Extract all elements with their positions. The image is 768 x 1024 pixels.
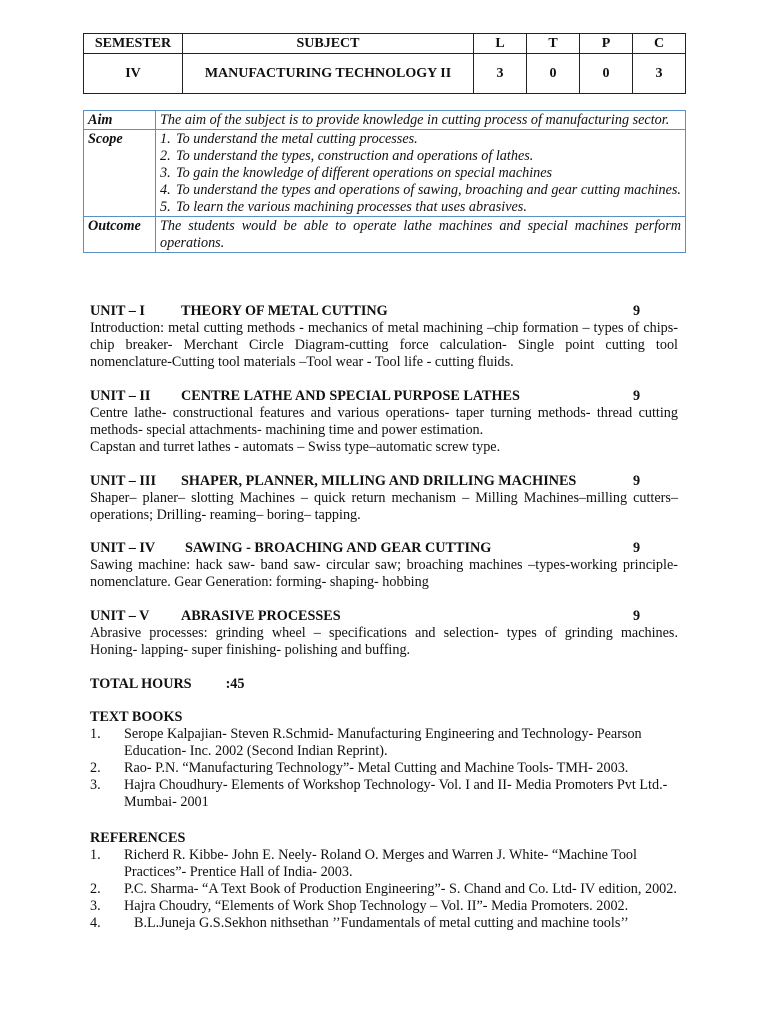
unit-paragraph: Sawing machine: hack saw- band saw- circular saw; broaching machines –types-working principle-nomenclature. Gear Generation: forming- shaping- hobbing xyxy=(90,557,678,590)
subject-value: MANUFACTURING TECHNOLOGY II xyxy=(183,54,474,94)
unit-number: UNIT – II xyxy=(90,388,151,404)
unit-paragraph: Introduction: metal cutting methods - mechanics of metal machining –chip formation – types of chips-chip breaker- Merchant Circle Diagram-cutting force calculation- Single point cutting tool nomenclature-Cutting tool materials –Tool wear - Tool life - cutting fluids. xyxy=(90,320,678,370)
t-value: 0 xyxy=(527,54,580,94)
scope-item-text: To learn the various machining processes that uses abrasives. xyxy=(176,199,527,215)
unit-hours: 9 xyxy=(633,608,641,624)
outcome-row xyxy=(84,217,686,253)
l-value: 3 xyxy=(474,54,527,94)
list-item xyxy=(90,726,678,760)
header-semester: SEMESTER xyxy=(84,34,183,54)
unit-paragraph: Centre lathe- constructional features and various operations- taper turning methods- thread cutting methods- special attachments- machining time and power estimation. xyxy=(90,405,678,438)
semester-value: IV xyxy=(84,54,183,94)
course-table-header-row xyxy=(84,34,686,54)
list-item xyxy=(90,777,678,811)
scope-item-number: 2. xyxy=(160,148,171,164)
list-item-text: Hajra Choudry, “Elements of Work Shop Technology – Vol. II”- Media Promoters. 2002. xyxy=(124,898,629,914)
list-item-number: 3. xyxy=(90,898,101,914)
list-item xyxy=(90,847,678,881)
list-item-text: Serope Kalpajian- Steven R.Schmid- Manufacturing Engineering and Technology- Pearson Education- Inc. 2002 (Second Indian Reprint). xyxy=(124,726,642,759)
text-books-title: TEXT BOOKS xyxy=(90,709,183,725)
unit-section xyxy=(90,608,678,659)
unit-number: UNIT – I xyxy=(90,303,145,319)
total-hours-label: TOTAL HOURS xyxy=(90,676,192,692)
unit-description xyxy=(90,490,678,524)
header-p: P xyxy=(580,34,633,54)
scope-label: Scope xyxy=(84,130,156,217)
unit-heading xyxy=(90,540,678,557)
unit-section xyxy=(90,473,678,524)
unit-number: UNIT – IV xyxy=(90,540,156,556)
list-item xyxy=(90,760,678,777)
unit-hours: 9 xyxy=(633,303,641,319)
scope-item xyxy=(160,165,681,182)
list-item-text: Richerd R. Kibbe- John E. Neely- Roland O. Merges and Warren J. White- “Machine Tool Practices”- Prentice Hall of India- 2003. xyxy=(124,847,637,880)
total-hours xyxy=(90,676,245,693)
scope-item xyxy=(160,148,681,165)
total-hours-value: :45 xyxy=(225,676,245,692)
scope-list xyxy=(156,130,686,217)
scope-item-number: 1. xyxy=(160,131,171,147)
unit-paragraph: Abrasive processes: grinding wheel – specifications and selection- types of grinding machines. Honing- lapping- super finishing- polishing and buffing. xyxy=(90,625,678,658)
references-list xyxy=(90,847,678,932)
list-item-number: 3. xyxy=(90,777,101,793)
unit-description xyxy=(90,557,678,591)
scope-item-text: To understand the types, construction and operations of lathes. xyxy=(176,148,534,164)
list-item-number: 4. xyxy=(90,915,101,931)
unit-heading xyxy=(90,473,678,490)
header-t: T xyxy=(527,34,580,54)
unit-title: ABRASIVE PROCESSES xyxy=(181,608,341,624)
c-value: 3 xyxy=(633,54,686,94)
list-item-text: Rao- P.N. “Manufacturing Technology”- Metal Cutting and Machine Tools- TMH- 2003. xyxy=(124,760,629,776)
list-item xyxy=(90,881,678,898)
scope-item xyxy=(160,131,681,148)
header-l: L xyxy=(474,34,527,54)
unit-heading xyxy=(90,608,678,625)
list-item-text: B.L.Juneja G.S.Sekhon nithsethan ’’Fundamentals of metal cutting and machine tools’’ xyxy=(134,915,629,931)
list-item-text: P.C. Sharma- “A Text Book of Production Engineering”- S. Chand and Co. Ltd- IV edition, 2002. xyxy=(124,881,677,897)
unit-description xyxy=(90,320,678,371)
list-item-number: 1. xyxy=(90,726,101,742)
unit-section xyxy=(90,388,678,456)
unit-title: SHAPER, PLANNER, MILLING AND DRILLING MACHINES xyxy=(181,473,577,489)
header-c: C xyxy=(633,34,686,54)
unit-section xyxy=(90,540,678,591)
list-item xyxy=(90,915,678,932)
unit-number: UNIT – V xyxy=(90,608,150,624)
course-table-value-row xyxy=(84,54,686,94)
scope-item-text: To understand the types and operations of sawing, broaching and gear cutting machines. xyxy=(176,182,681,198)
unit-hours: 9 xyxy=(633,473,641,489)
scope-item-text: To gain the knowledge of different operations on special machines xyxy=(176,165,553,181)
scope-item xyxy=(160,199,681,216)
outcome-label: Outcome xyxy=(84,217,156,253)
unit-hours: 9 xyxy=(633,388,641,404)
unit-heading xyxy=(90,388,678,405)
unit-title: SAWING - BROACHING AND GEAR CUTTING xyxy=(185,540,492,556)
unit-section xyxy=(90,303,678,371)
unit-paragraph: Shaper– planer– slotting Machines – quick return mechanism – Milling Machines–milling cutters–operations; Drilling- reaming– boring– tapping. xyxy=(90,490,678,523)
list-item-number: 2. xyxy=(90,760,101,776)
scope-item-number: 3. xyxy=(160,165,171,181)
aim-scope-outcome-table xyxy=(83,110,686,253)
references-title: REFERENCES xyxy=(90,830,186,846)
p-value: 0 xyxy=(580,54,633,94)
unit-number: UNIT – III xyxy=(90,473,156,489)
aim-text: The aim of the subject is to provide knowledge in cutting process of manufacturing sector. xyxy=(156,111,686,130)
list-item-number: 2. xyxy=(90,881,101,897)
list-item-number: 1. xyxy=(90,847,101,863)
scope-item xyxy=(160,182,681,199)
unit-description xyxy=(90,625,678,659)
unit-hours: 9 xyxy=(633,540,641,556)
scope-item-number: 4. xyxy=(160,182,171,198)
list-item xyxy=(90,898,678,915)
scope-row xyxy=(84,130,686,217)
text-books-list xyxy=(90,726,678,811)
outcome-text: The students would be able to operate lathe machines and special machines perform operations. xyxy=(156,217,686,253)
unit-title: THEORY OF METAL CUTTING xyxy=(181,303,388,319)
aim-label: Aim xyxy=(84,111,156,130)
list-item-text: Hajra Choudhury- Elements of Workshop Technology- Vol. I and II- Media Promoters Pvt Ltd.- Mumbai- 2001 xyxy=(124,777,668,810)
unit-heading xyxy=(90,303,678,320)
unit-description xyxy=(90,405,678,456)
unit-title: CENTRE LATHE AND SPECIAL PURPOSE LATHES xyxy=(181,388,520,404)
unit-paragraph: Capstan and turret lathes - automats – Swiss type–automatic screw type. xyxy=(90,439,501,455)
header-subject: SUBJECT xyxy=(183,34,474,54)
scope-item-text: To understand the metal cutting processes. xyxy=(176,131,418,147)
course-table xyxy=(83,33,686,94)
scope-item-number: 5. xyxy=(160,199,171,215)
aim-row xyxy=(84,111,686,130)
